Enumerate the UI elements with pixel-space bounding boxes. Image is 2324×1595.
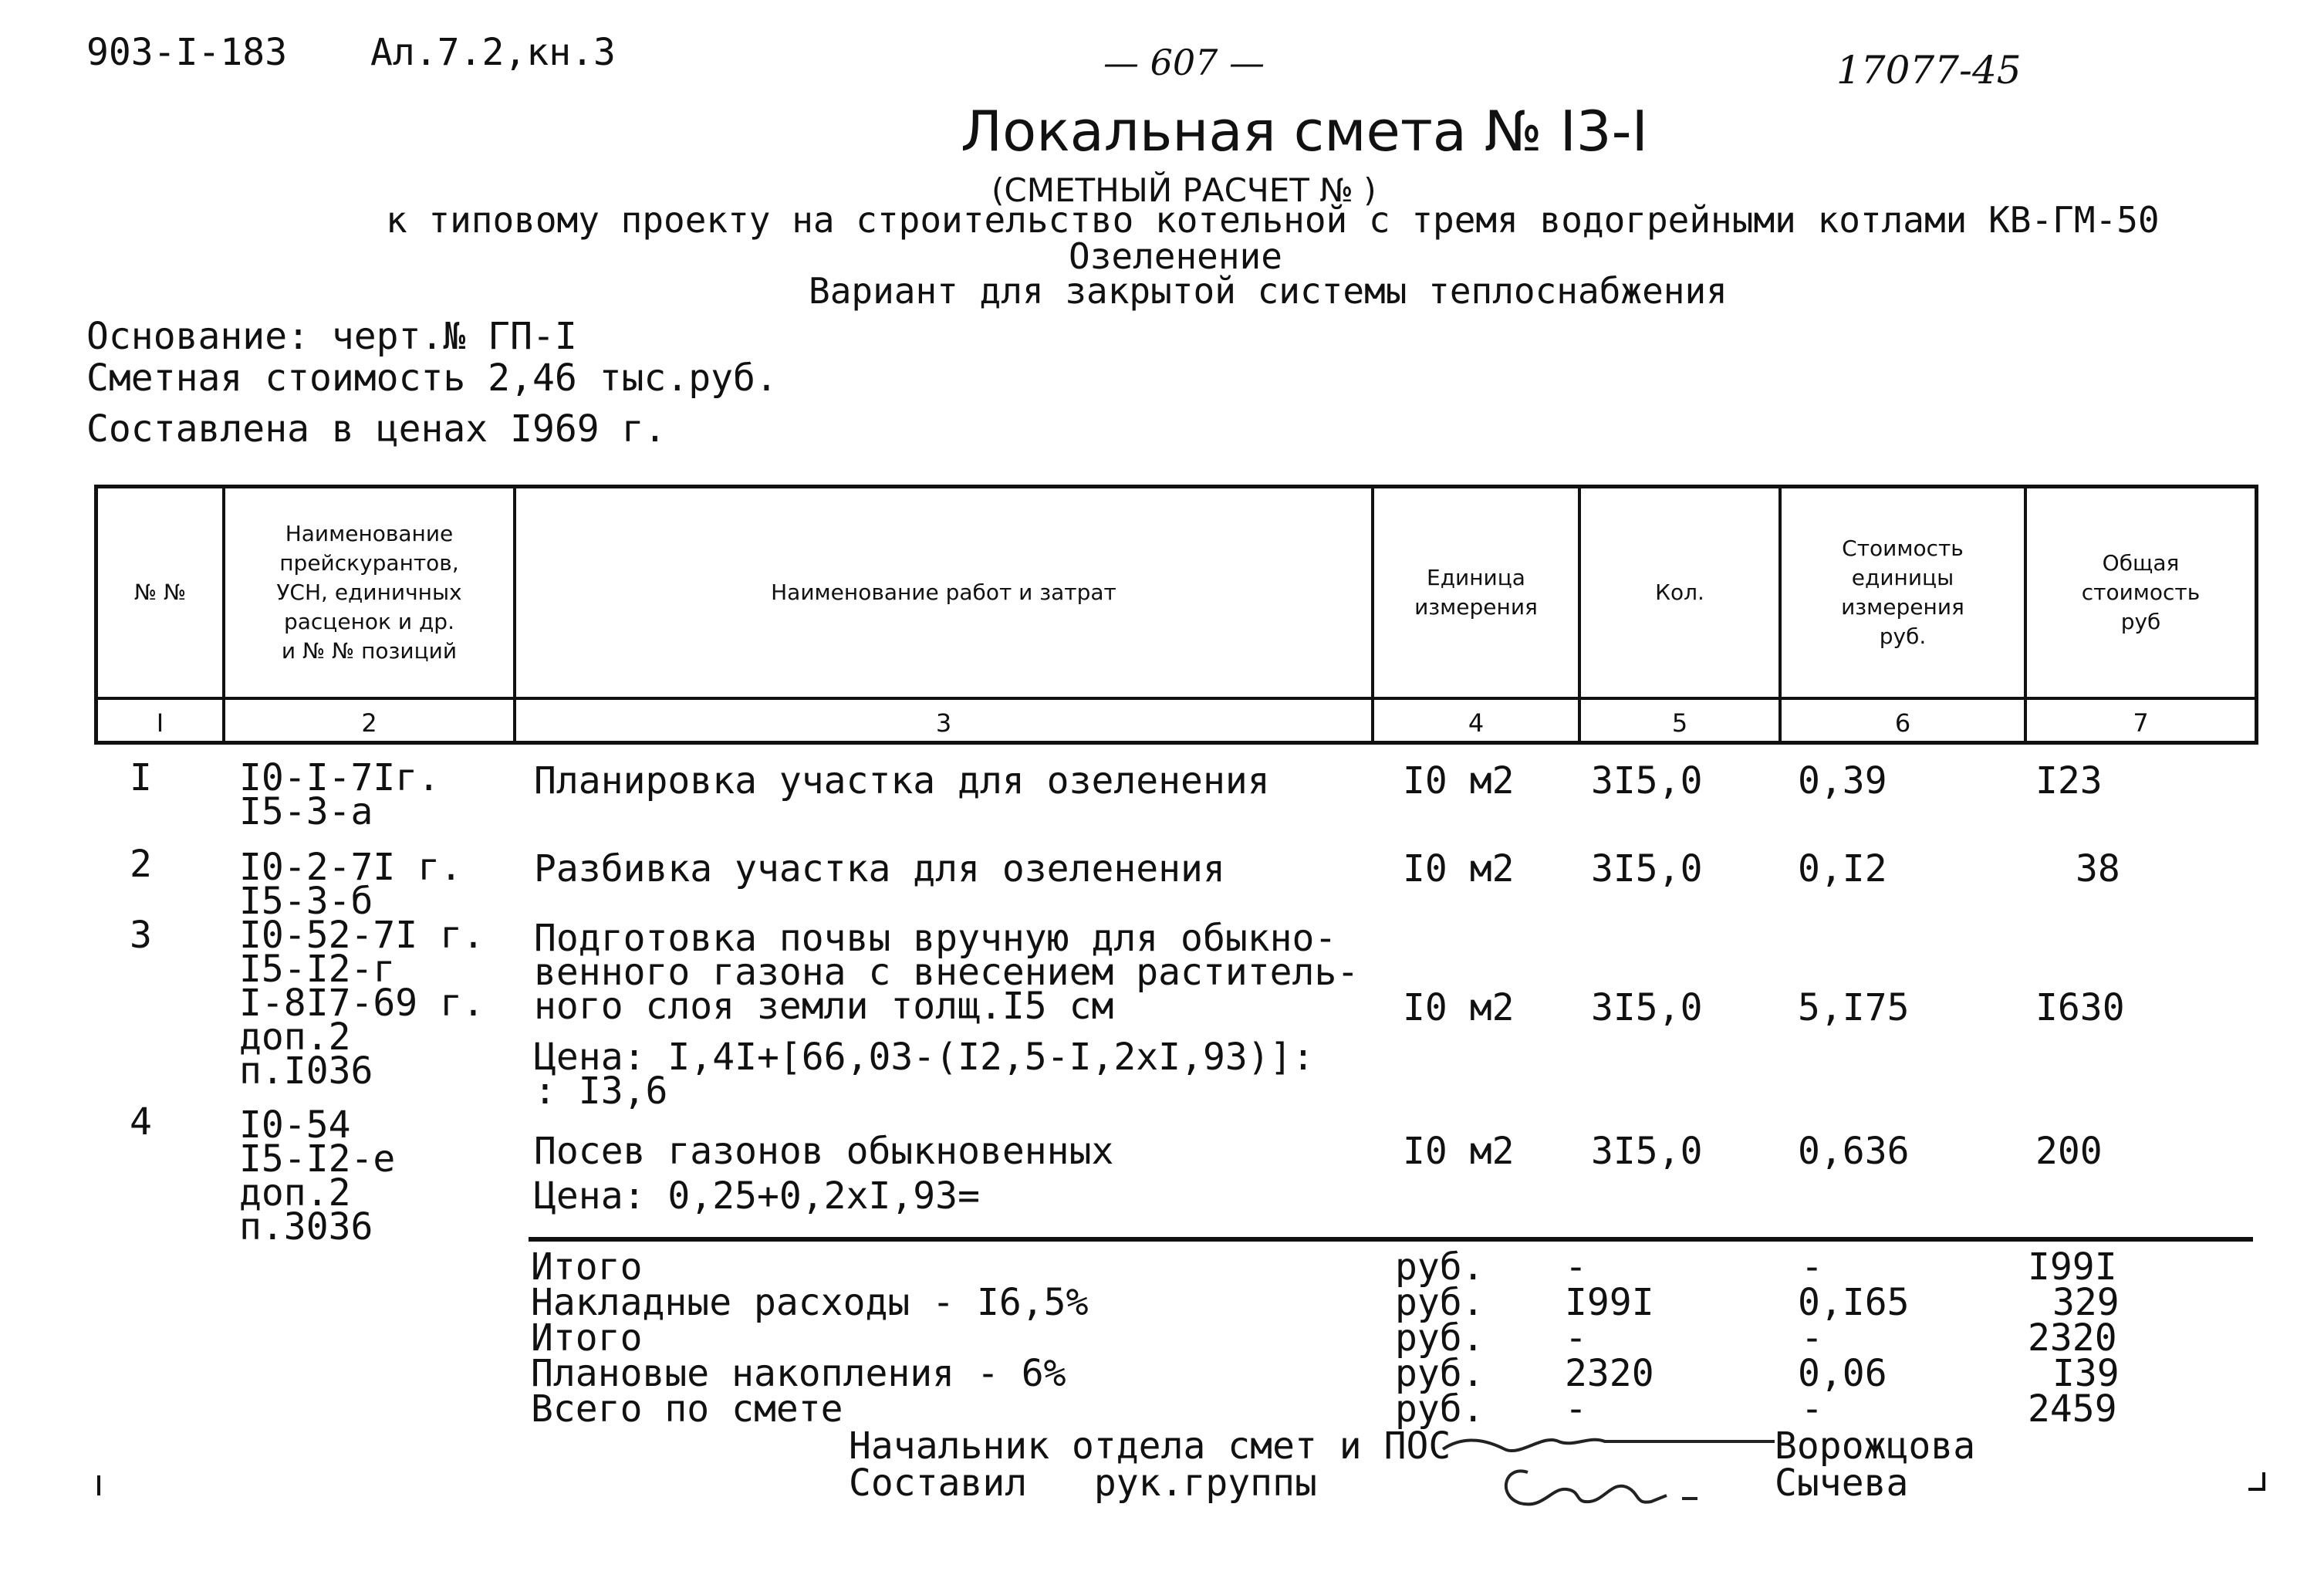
row-qty: 3I5,0 — [1591, 847, 1703, 890]
row-total: I23 — [2035, 759, 2103, 803]
row-refs: I0-54 I5-I2-е доп.2 п.3036 — [239, 1103, 396, 1249]
summary-total: 329 — [2052, 1281, 2120, 1324]
corner-mark-left — [97, 1475, 100, 1495]
summary-total: 2320 — [2028, 1316, 2117, 1360]
inventory-number: 17077-45 — [1836, 48, 2022, 93]
col-number-7: 7 — [2133, 708, 2149, 738]
row-total: 38 — [2076, 847, 2120, 890]
header-col-5: Кол. — [1655, 580, 1704, 605]
summary-unit: руб. — [1395, 1281, 1485, 1324]
header-col-3: Наименование работ и затрат — [771, 580, 1116, 605]
variant-line: Вариант для закрытой системы теплоснабжения — [809, 270, 1728, 312]
summary-total: 2459 — [2028, 1387, 2117, 1431]
header-col-1: № № — [133, 580, 187, 605]
summary-unit: руб. — [1395, 1352, 1485, 1395]
subcalc-title: (СМЕТНЫЙ РАСЧЕТ № ) — [991, 171, 1376, 209]
summary-label: Накладные расходы - I6,5% — [531, 1281, 1089, 1324]
row-refs: I0-52-7I г. I5-I2-г I-8I7-69 г. доп.2 п.I036 — [239, 914, 485, 1093]
summary-label: Итого — [531, 1316, 643, 1360]
summary-rate: - — [1801, 1316, 1823, 1360]
estimate-table-header — [94, 485, 2258, 745]
row-number: 3 — [130, 914, 152, 957]
col-number-2: 2 — [361, 708, 377, 738]
summary-label: Всего по смете — [531, 1387, 843, 1431]
section-line: Озеленение — [1069, 235, 1282, 277]
col-number-6: 6 — [1894, 708, 1911, 738]
row-qty: 3I5,0 — [1591, 1130, 1703, 1173]
row-number: I — [130, 756, 152, 799]
prices-line: Составлена в ценах I969 г. — [86, 407, 667, 451]
row-number: 4 — [130, 1100, 152, 1144]
project-line: к типовому проекту на строительство котельной с тремя водогрейными котлами КВ-ГМ-50 — [386, 199, 2160, 241]
col-number-1: I — [156, 708, 164, 738]
signature-name: Сычева — [1775, 1462, 1909, 1505]
row-refs: I0-I-7Iг. I5-3-а — [239, 756, 441, 833]
summary-rate: 0,06 — [1798, 1352, 1887, 1395]
header-col-7: Общая стоимость руб — [2081, 550, 2201, 634]
cost-line: Сметная стоимость 2,46 тыс.руб. — [86, 357, 778, 400]
row-work-name: Подготовка почвы вручную для обыкно- венного газона с внесением раститель- ного слоя земли толщ.I5 см — [534, 917, 1360, 1028]
doc-title: Локальная смета № I3-I — [961, 99, 1648, 164]
album-ref: Ал.7.2,кн.3 — [370, 31, 616, 74]
summary-rate: 0,I65 — [1798, 1281, 1910, 1324]
header-col-2: Наименование прейскурантов, УСН, единичных расценок и др. и № № позиций — [276, 521, 462, 664]
basis-line: Основание: черт.№ ГП-I — [86, 315, 577, 358]
col-number-3: 3 — [935, 708, 952, 738]
summary-total: I99I — [2028, 1245, 2117, 1289]
row-unit-price: 0,39 — [1798, 759, 1887, 803]
summary-rate: - — [1801, 1245, 1823, 1289]
row-unit: I0 м2 — [1403, 1130, 1515, 1173]
row-unit: I0 м2 — [1403, 847, 1515, 890]
header-col-6: Стоимость единицы измерения руб. — [1841, 536, 1964, 649]
row-work-name: Разбивка участка для озеленения — [534, 847, 1225, 890]
summary-rate: - — [1801, 1387, 1823, 1431]
row-total: I630 — [2035, 986, 2125, 1029]
signature-role: Составил рук.группы — [849, 1462, 1317, 1505]
page-number: — 607 — — [1103, 42, 1265, 83]
row-work-name: Посев газонов обыкновенных — [534, 1130, 1114, 1173]
header-col-4: Единица измерения — [1414, 565, 1538, 620]
col-number-4: 4 — [1468, 708, 1485, 738]
summary-label: Плановые накопления - 6% — [531, 1352, 1066, 1395]
row-price-formula: Цена: I,4I+[66,03-(I2,5-I,2хI,93)]: : I3,6 — [534, 1036, 1315, 1113]
summary-base: - — [1565, 1245, 1587, 1289]
row-unit-price: 0,I2 — [1798, 847, 1887, 890]
summary-label: Итого — [531, 1245, 643, 1289]
handwritten-signature — [1435, 1418, 1775, 1511]
summary-unit: руб. — [1395, 1316, 1485, 1360]
row-unit: I0 м2 — [1403, 759, 1515, 803]
summary-base: - — [1565, 1316, 1587, 1360]
row-qty: 3I5,0 — [1591, 759, 1703, 803]
summary-divider — [529, 1237, 2253, 1242]
summary-unit: руб. — [1395, 1387, 1485, 1431]
row-unit: I0 м2 — [1403, 986, 1515, 1029]
row-number: 2 — [130, 843, 152, 886]
col-number-5: 5 — [1671, 708, 1688, 738]
row-work-name: Планировка участка для озеленения — [534, 759, 1270, 803]
row-total: 200 — [2035, 1130, 2103, 1173]
row-qty: 3I5,0 — [1591, 986, 1703, 1029]
corner-mark-right — [2248, 1472, 2265, 1491]
summary-total: I39 — [2052, 1352, 2120, 1395]
summary-unit: руб. — [1395, 1245, 1485, 1289]
summary-base: - — [1565, 1387, 1587, 1431]
row-refs: I0-2-7I г. I5-3-б — [239, 846, 462, 923]
row-price-formula: Цена: 0,25+0,2хI,93= — [534, 1174, 980, 1218]
row-unit-price: 5,I75 — [1798, 986, 1910, 1029]
signature-name: Ворожцова — [1775, 1424, 1976, 1468]
summary-base: 2320 — [1565, 1352, 1654, 1395]
doc-code: 903-I-183 — [86, 31, 288, 74]
row-unit-price: 0,636 — [1798, 1130, 1910, 1173]
summary-base: I99I — [1565, 1281, 1654, 1324]
signature-role: Начальник отдела смет и ПОС — [849, 1424, 1451, 1468]
